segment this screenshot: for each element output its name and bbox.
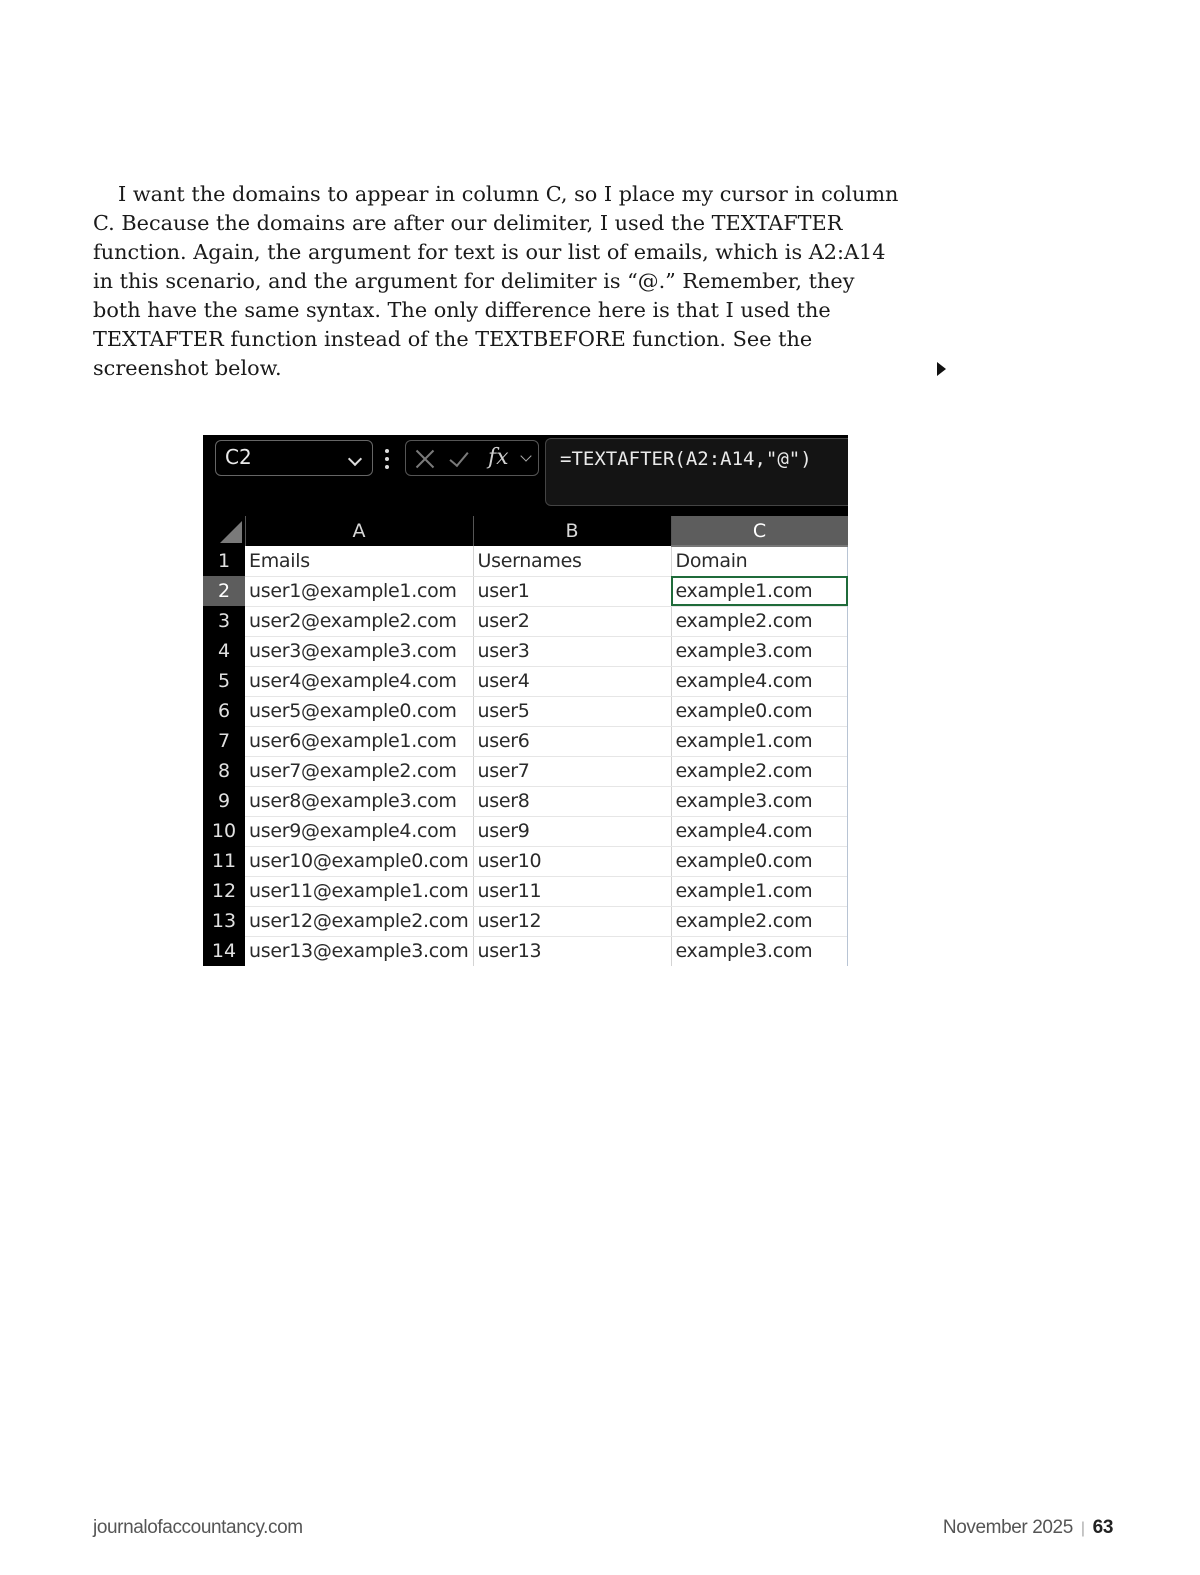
row-header[interactable]: 12 — [203, 876, 245, 906]
name-box[interactable] — [215, 440, 373, 476]
select-all-corner[interactable] — [203, 516, 245, 546]
row-header[interactable]: 11 — [203, 846, 245, 876]
table-row — [203, 576, 848, 606]
cell-domain[interactable]: example4.com — [671, 816, 848, 846]
cell-email[interactable]: user11@example1.com — [245, 876, 473, 906]
cell-email[interactable]: user4@example4.com — [245, 666, 473, 696]
cell-username[interactable]: user12 — [473, 906, 671, 936]
cell-domain[interactable]: example4.com — [671, 666, 848, 696]
cell-domain[interactable]: example0.com — [671, 696, 848, 726]
cell-domain[interactable]: example1.com — [671, 876, 848, 906]
row-header[interactable]: 5 — [203, 666, 245, 696]
cell-username[interactable]: user9 — [473, 816, 671, 846]
formula-bar[interactable]: =TEXTAFTER(A2:A14,"@") — [545, 438, 848, 506]
check-icon[interactable] — [449, 447, 468, 467]
cell-username[interactable]: user3 — [473, 636, 671, 666]
column-header-a[interactable]: A — [245, 516, 473, 546]
close-icon[interactable] — [414, 448, 436, 470]
paragraph-line: C. Because the domains are after our delimiter, I used the TEXTAFTER — [93, 211, 843, 235]
cell-username[interactable]: user2 — [473, 606, 671, 636]
table-row — [203, 546, 848, 576]
cell-username[interactable]: user13 — [473, 936, 671, 966]
formula-controls — [405, 440, 539, 476]
cell-email[interactable]: user10@example0.com — [245, 846, 473, 876]
name-box-value: C2 — [225, 445, 252, 469]
vertical-ellipsis-icon[interactable] — [384, 449, 390, 469]
paragraph-line: in this scenario, and the argument for delimiter is “@.” Remember, they — [93, 269, 855, 293]
cell-email[interactable]: user6@example1.com — [245, 726, 473, 756]
cell-username[interactable]: user8 — [473, 786, 671, 816]
cell-domain[interactable]: example0.com — [671, 846, 848, 876]
footer-site: journalofaccountancy.com — [93, 1517, 303, 1538]
spreadsheet-screenshot — [203, 435, 848, 966]
cell-domain[interactable]: example2.com — [671, 756, 848, 786]
table-row — [203, 666, 848, 696]
cell-username[interactable]: user11 — [473, 876, 671, 906]
row-header[interactable]: 10 — [203, 816, 245, 846]
cell-email[interactable]: user13@example3.com — [245, 936, 473, 966]
cell-email[interactable]: user2@example2.com — [245, 606, 473, 636]
fx-icon[interactable]: fx — [488, 445, 509, 470]
table-row — [203, 726, 848, 756]
table-row — [203, 606, 848, 636]
cell-email[interactable]: user5@example0.com — [245, 696, 473, 726]
page-number: 63 — [1092, 1517, 1113, 1538]
row-header[interactable]: 3 — [203, 606, 245, 636]
cell-domain[interactable]: example1.com — [671, 726, 848, 756]
footer-issue — [943, 1517, 1113, 1539]
table-row — [203, 786, 848, 816]
row-header[interactable]: 2 — [203, 576, 245, 606]
table-row — [203, 816, 848, 846]
cell-domain[interactable]: example3.com — [671, 786, 848, 816]
cell-username[interactable]: user1 — [473, 576, 671, 606]
row-header[interactable]: 9 — [203, 786, 245, 816]
cell-domain[interactable]: example1.com — [671, 576, 848, 606]
cell-email[interactable]: user8@example3.com — [245, 786, 473, 816]
table-row — [203, 846, 848, 876]
paragraph-line: both have the same syntax. The only difference here is that I used the — [93, 298, 831, 322]
cell-domain[interactable]: Domain — [671, 546, 848, 576]
cell-email[interactable]: user12@example2.com — [245, 906, 473, 936]
cell-domain[interactable]: example2.com — [671, 906, 848, 936]
paragraph-line: I want the domains to appear in column C, so I place my cursor in column — [118, 182, 899, 206]
row-header[interactable]: 6 — [203, 696, 245, 726]
cell-username[interactable]: user4 — [473, 666, 671, 696]
chevron-down-icon[interactable] — [348, 452, 362, 466]
issue-date: November 2025 — [942, 1517, 1073, 1538]
cell-domain[interactable]: example2.com — [671, 606, 848, 636]
cell-email[interactable]: Emails — [245, 546, 473, 576]
cell-username[interactable]: user7 — [473, 756, 671, 786]
article-paragraph — [93, 180, 933, 383]
paragraph-line: TEXTAFTER function instead of the TEXTBEFORE function. See the — [93, 327, 813, 351]
chevron-down-icon[interactable] — [520, 450, 531, 461]
column-header-c[interactable]: C — [671, 516, 848, 546]
row-header[interactable]: 8 — [203, 756, 245, 786]
row-header[interactable]: 14 — [203, 936, 245, 966]
table-row — [203, 876, 848, 906]
table-row — [203, 756, 848, 786]
cell-username[interactable]: user6 — [473, 726, 671, 756]
cell-email[interactable]: user7@example2.com — [245, 756, 473, 786]
table-row — [203, 906, 848, 936]
table-row — [203, 636, 848, 666]
cell-username[interactable]: user5 — [473, 696, 671, 726]
sheet-grid — [203, 516, 848, 966]
column-header-b[interactable]: B — [473, 516, 671, 546]
row-header[interactable]: 1 — [203, 546, 245, 576]
cell-email[interactable]: user3@example3.com — [245, 636, 473, 666]
footer-separator: | — [1080, 1520, 1085, 1537]
paragraph-line: screenshot below. — [93, 356, 282, 380]
table-row — [203, 696, 848, 726]
table-row — [203, 936, 848, 966]
paragraph-line: function. Again, the argument for text is our list of emails, which is A2:A14 — [93, 240, 886, 264]
cell-domain[interactable]: example3.com — [671, 936, 848, 966]
cell-email[interactable]: user1@example1.com — [245, 576, 473, 606]
cell-username[interactable]: Usernames — [473, 546, 671, 576]
row-header[interactable]: 7 — [203, 726, 245, 756]
cell-username[interactable]: user10 — [473, 846, 671, 876]
cell-domain[interactable]: example3.com — [671, 636, 848, 666]
right-triangle-icon — [937, 362, 946, 376]
row-header[interactable]: 4 — [203, 636, 245, 666]
row-header[interactable]: 13 — [203, 906, 245, 936]
cell-email[interactable]: user9@example4.com — [245, 816, 473, 846]
